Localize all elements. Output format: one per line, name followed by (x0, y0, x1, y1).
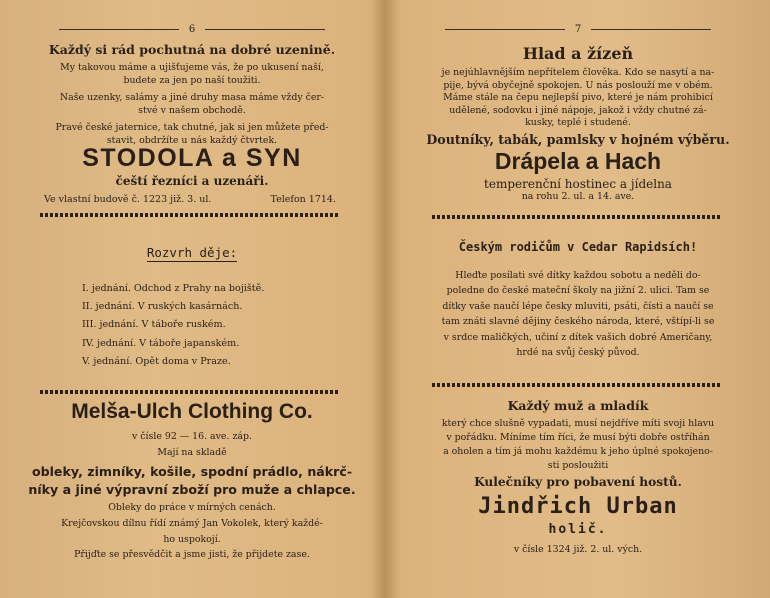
page-number: 7 (386, 24, 770, 35)
dotted-divider (40, 390, 338, 394)
ad-heading: Hlad a žízeň (522, 44, 634, 63)
list-item: I. jednání. Odchod z Prahy na bojiště. (82, 283, 265, 294)
company-name: Jindřich Urban (478, 494, 678, 519)
page-number: 6 (0, 24, 384, 35)
ad-tagline: Doutníky, tabák, pamlsky v hojném výběru. (426, 132, 730, 147)
dotted-divider (432, 215, 722, 219)
ad-heading: Každý si rád pochutná na dobré uzenině. (48, 42, 336, 57)
company-address: Ve vlastní budově č. 1223 již. 3. ul. (44, 194, 212, 205)
list-item: IV. jednání. V táboře japanském. (82, 337, 240, 349)
ad-text: který chce slušně vypadati, musí nejdříve míti svoji hlavu v pořádku. Míníme tím říci, že musí býti dobře ostříhán a oholen a tím já mohu každému k jeho úplné spokojeno- sti posloužiti (441, 418, 715, 471)
schedule-heading: Rozvrh děje: (146, 245, 238, 260)
company-phone: Telefon 1714. (270, 194, 336, 205)
ad-tagline: Kulečníky pro pobavení hostů. (474, 475, 682, 489)
schedule-list (82, 280, 264, 371)
company-subtitle: holič. (548, 522, 608, 537)
right-page (386, 0, 770, 598)
company-address: na rohu 2. ul. a 14. ave. (521, 191, 635, 202)
ad-heading: Každý muž a mladík (507, 398, 649, 413)
notice-heading: Českým rodičům v Cedar Rapidsích! (458, 240, 698, 254)
company-subtitle: temperenční hostinec a jídelna (484, 177, 672, 191)
ad-goods: obleky, zimníky, košile, spodní prádlo, nákrč- níky a jiné výpravní zboží pro muže a chlapce. (28, 464, 356, 497)
ad-text: Mají na skladě (157, 447, 227, 458)
ad-text: My takovou máme a ujišťujeme vás, že po ukusení naší, budete za jen po naší toužiti. Naše uzenky, salámy a jiné druhy masa máme vždy čer- stvé v našem obchodě. Pravé české jaternice, tak chutné, jak si jen můžete před- stavit, obdržíte u nás každý čtvrtek. (55, 62, 329, 146)
ad-text: Přijďte se přesvědčit a jsme jisti, že přijdete zase. (74, 549, 310, 560)
company-name: Melša-Ulch Clothing Co. (71, 400, 313, 423)
company-address: v čísle 92 — 16. ave. záp. (132, 431, 252, 442)
dotted-divider (40, 213, 338, 217)
list-item: II. jednání. V ruských kasárnách. (82, 301, 243, 313)
ad-text: Krejčovskou dílnu řídí známý Jan Vokolek, který každé- ho uspokojí. (61, 518, 323, 545)
company-name: STODOLA a SYN (82, 144, 302, 172)
notice-text: Hleďte posílati své dítky každou sobotu a neděli do- poledne do české mateční školy na jižní 2. ulici. Tam se dítky vaše naučí lépe česky mluviti, psáti, čísti a naučí se tam znáti slavné dějiny českého národa, které, vštípí-li se v srdce maličkých, učiní z dítek vašich dobré Američany, hrdé na svůj český původ. (441, 270, 715, 359)
ad-text: Obleky do práce v mírných cenách. (108, 502, 276, 513)
dotted-divider (432, 383, 722, 387)
ad-text: je nejúhlavnějším nepřítelem člověka. Kdo se nasytí a na- pije, bývá obyčejně spokojen. U nás poslouží me v obém. Máme stále na čepu nejlepší pivo, které je nám prohibicí udělené, sodovku i jiné nápoje, jakož i vždy chutné zá- kusky, teplé i studené. (441, 67, 715, 129)
company-name: Drápela a Hach (494, 148, 662, 174)
list-item: V. jednání. Opět doma v Praze. (82, 355, 231, 367)
company-address: v čísle 1324 již. 2. ul. vých. (513, 544, 643, 555)
left-page (0, 0, 384, 598)
company-subtitle: čeští řezníci a uzenáři. (115, 174, 269, 188)
list-item: III. jednání. V táboře ruském. (82, 319, 226, 331)
